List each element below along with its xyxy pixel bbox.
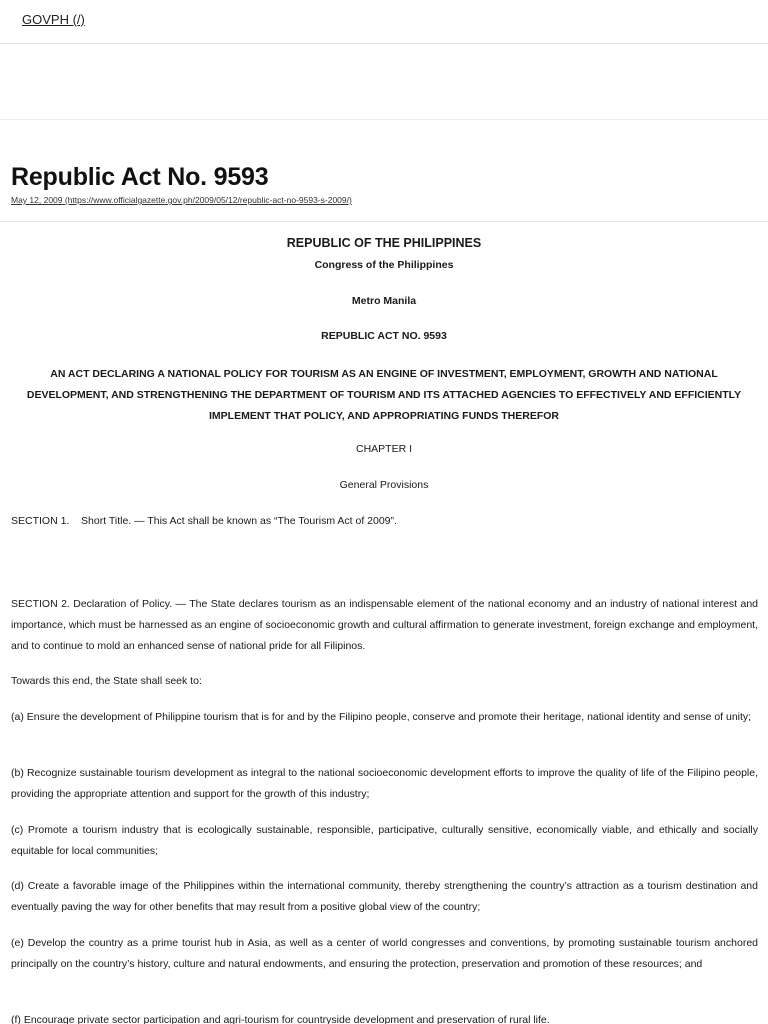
govph-home-link[interactable]: GOVPH (/) — [22, 12, 85, 27]
location-heading: Metro Manila — [351, 295, 417, 307]
policy-item-b: (b) Recognize sustainable tourism development as integral to the national socioeconomic development efforts to improve the quality of life of the Filipino people, providing the appropriate attention and support for the growth of this industry; — [11, 767, 758, 800]
act-title-heading: AN ACT DECLARING A NATIONAL POLICY FOR TOURISM AS AN ENGINE OF INVESTMENT, EMPLOYMENT, GROWTH AND NATIONAL DEVELOPMENT, AND STRENGTHENING THE DEPARTMENT OF TOURISM AND ITS ATTACHED AGENCIES TO EFFECTIVELY AND EFFICIENTLY IMPLEMENT THAT POLICY, AND APPROPRIATING FUNDS THEREFOR — [26, 368, 742, 422]
policy-item-a: (a) Ensure the development of Philippine tourism that is for and by the Filipino people, conserve and promote their heritage, national identity and sense of unity; — [11, 711, 752, 723]
divider — [0, 221, 768, 222]
policy-item-c: (c) Promote a tourism industry that is ecologically sustainable, responsible, participative, culturally sensitive, economically viable, and ethically and socially equitable for local communities; — [11, 824, 758, 857]
post-date-link[interactable]: May 12, 2009 (https://www.officialgazette.gov.ph/2009/05/12/republic-act-no-9593-s-2009/) — [11, 195, 352, 205]
republic-heading: REPUBLIC OF THE PHILIPPINES — [286, 236, 482, 250]
chapter-title: General Provisions — [339, 479, 429, 491]
congress-heading: Congress of the Philippines — [314, 259, 454, 271]
act-number-heading: REPUBLIC ACT NO. 9593 — [321, 330, 447, 342]
section-1-paragraph: SECTION 1. Short Title. — This Act shall be known as “The Tourism Act of 2009”. — [11, 515, 397, 527]
policy-item-d: (d) Create a favorable image of the Philippines within the international community, thereby strengthening the country’s attraction as a tourism destination and eventually paving the way for other benefits that may result from a positive global view of the country; — [11, 880, 758, 913]
page-title: Republic Act No. 9593 — [11, 163, 269, 191]
chapter-heading: CHAPTER I — [355, 443, 412, 455]
policy-item-f: (f) Encourage private sector participation and agri-tourism for countryside development and preservation of rural life. — [11, 1014, 550, 1024]
top-bar — [0, 0, 768, 44]
banner-area — [0, 44, 768, 120]
towards-paragraph: Towards this end, the State shall seek to: — [11, 675, 202, 687]
section-2-paragraph: SECTION 2. Declaration of Policy. — The State declares tourism as an indispensable element of the national economy and an industry of national interest and importance, which must be harnessed as an engine of socioeconomic growth and cultural affirmation to generate investment, foreign exchange and employment, and to continue to mold an enhanced sense of national pride for all Filipinos. — [11, 598, 758, 652]
policy-item-e: (e) Develop the country as a prime tourist hub in Asia, as well as a center of world congresses and conventions, by promoting sustainable tourism anchored principally on the country’s history, culture and natural endowments, and ensuring the protection, preservation and promotion of these resources; and — [11, 937, 758, 970]
